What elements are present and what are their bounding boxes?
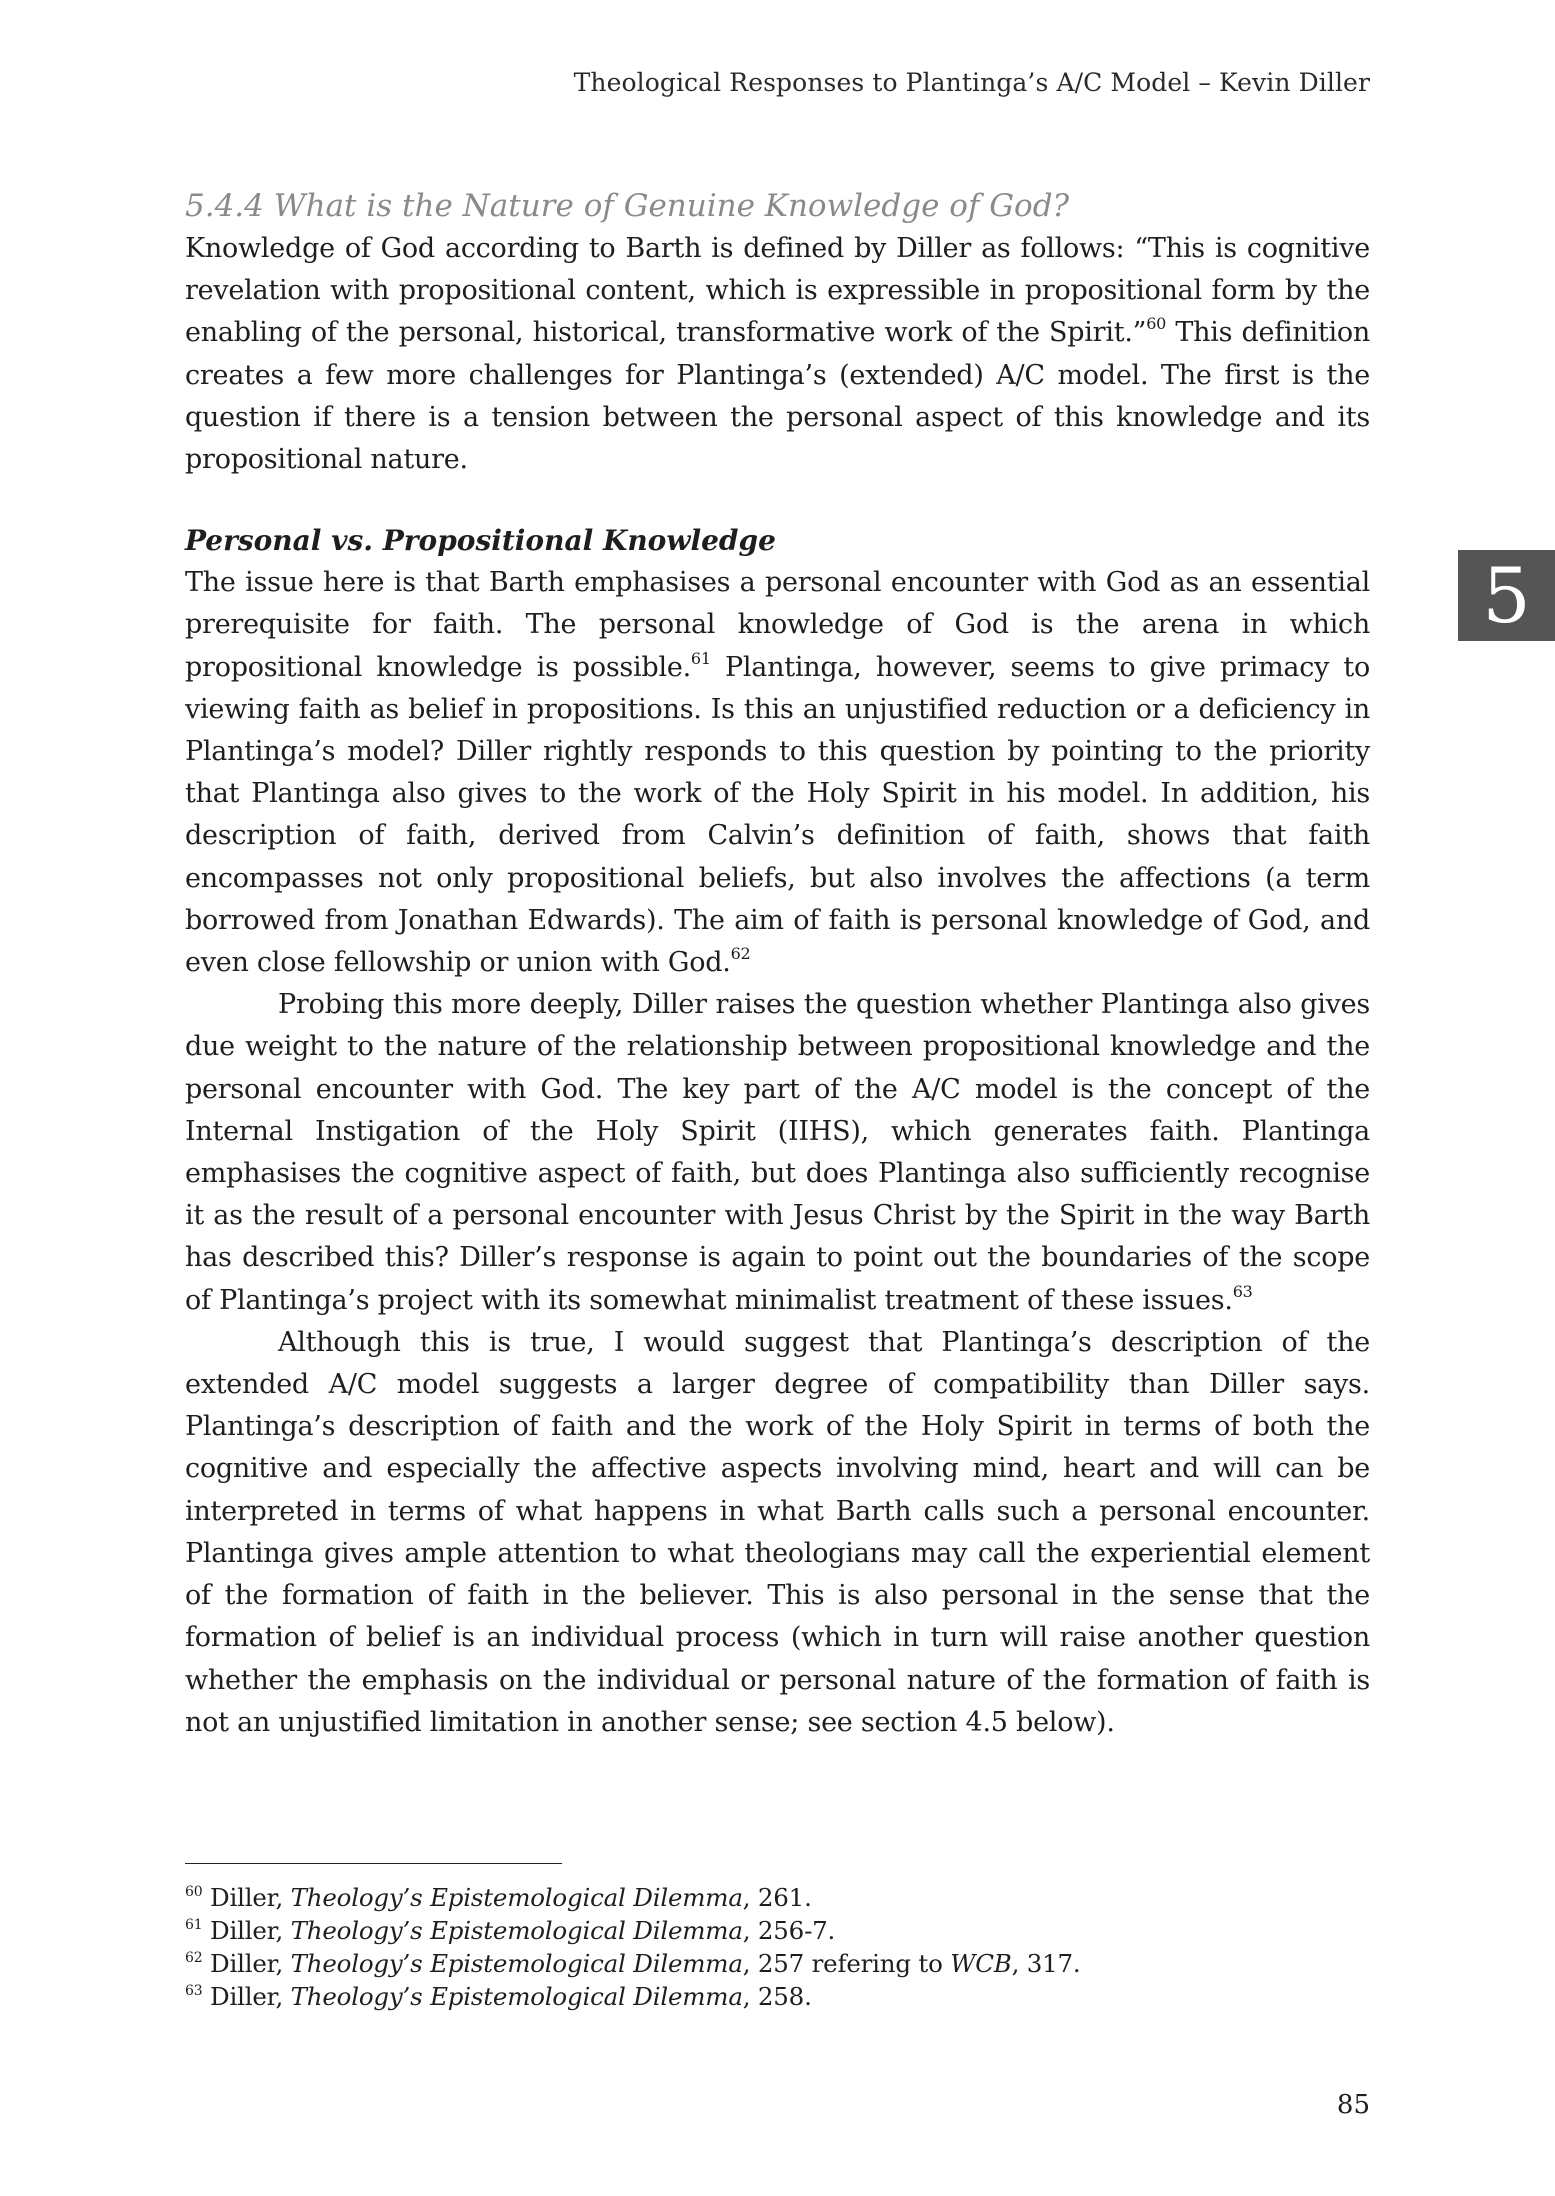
footnote-60 bbox=[185, 1881, 1285, 1914]
paragraph-1-text-a: Knowledge of God according to Barth is defined by Diller as follows: “This is cognitive revelation with propositional content, which is expressible in propositional form by the enabling of the personal, historical, transformative work of the Spirit.” bbox=[185, 233, 1370, 349]
footnote-ref-60: 60 bbox=[1146, 314, 1167, 334]
footnote-divider bbox=[185, 1863, 562, 1864]
footnote-number: 61 bbox=[185, 1917, 203, 1933]
footnote-title: Theology’s Epistemological Dilemma bbox=[290, 1916, 743, 1945]
footnote-author: Diller, bbox=[202, 1883, 291, 1912]
paragraph-3-text: Probing this more deeply, Diller raises the question whether Plantinga also gives due weight to the nature of the relationship between propositional knowledge and the personal encounter with God. The key part of the A/C model is the concept of the Internal Instigation of the Holy Spirit (IIHS), which generates faith. Plantinga emphasises the cognitive aspect of faith, but does Plantinga also sufficiently recognise it as the result of a personal encounter with Jesus Christ by the Spirit in the way Barth has described this? Diller’s response is again to point out the boundaries of the scope of Plantinga’s project with its somewhat minimalist treatment of these issues. bbox=[185, 989, 1370, 1316]
footnote-author: Diller, bbox=[202, 1916, 291, 1945]
footnote-author: Diller, bbox=[202, 1982, 291, 2011]
paragraph-3 bbox=[185, 984, 1370, 1322]
footnote-rest: , 257 refering to bbox=[742, 1949, 951, 1978]
footnote-rest: , 261. bbox=[742, 1883, 812, 1912]
footnote-ref-62: 62 bbox=[730, 944, 751, 964]
paragraph-4: Although this is true, I would suggest that Plantinga’s description of the extended A/C model suggests a larger degree of compatibility than Diller says. Plantinga’s description of faith and the work of the Holy Spirit in terms of both the cognitive and especially the affective aspects involving mind, heart and will can be interpreted in terms of what happens in what Barth calls such a personal encounter. Plantinga gives ample attention to what theologians may call the experiential element of the formation of faith in the believer. This is also personal in the sense that the formation of belief is an individual process (which in turn will raise another question whether the emphasis on the individual or personal nature of the formation of faith is not an unjustified limitation in another sense; see section 4.5 below). bbox=[185, 1326, 1370, 1738]
footnote-ref-63: 63 bbox=[1232, 1281, 1253, 1301]
footnote-author: Diller, bbox=[202, 1949, 291, 1978]
footnote-rest-2: , 317. bbox=[1011, 1949, 1081, 1978]
page-number: 85 bbox=[1336, 2090, 1370, 2120]
footnote-title: Theology’s Epistemological Dilemma bbox=[290, 1949, 743, 1978]
footnote-61 bbox=[185, 1914, 1285, 1947]
footnote-number: 63 bbox=[185, 1983, 203, 1999]
footnote-rest: , 256-7. bbox=[742, 1916, 836, 1945]
main-text bbox=[185, 184, 1370, 1744]
running-head: Theological Responses to Plantinga’s A/C Model – Kevin Diller bbox=[573, 68, 1370, 97]
footnote-number: 62 bbox=[185, 1950, 203, 1966]
footnote-ref-61: 61 bbox=[690, 648, 711, 668]
footnote-title: Theology’s Epistemological Dilemma bbox=[290, 1883, 743, 1912]
chapter-tab: 5 bbox=[1458, 550, 1555, 641]
footnote-title: Theology’s Epistemological Dilemma bbox=[290, 1982, 743, 2011]
paragraph-2 bbox=[185, 562, 1370, 984]
footnote-number: 60 bbox=[185, 1884, 203, 1900]
paragraph-1-text-b: This definition creates a few more challenges for Plantinga’s (extended) A/C model. The first is the question if there is a tension between the personal aspect of this knowledge and its propositional nature. bbox=[185, 317, 1370, 476]
paragraph-2-text-b: Plantinga, however, seems to give primacy to viewing faith as belief in propositions. Is this an unjustified reduction or a deficiency in Plantinga’s model? Diller rightly responds to this question by pointing to the priority that Plantinga also gives to the work of the Holy Spirit in his model. In addition, his description of faith, derived from Calvin’s definition of faith, shows that faith encompasses not only propositional beliefs, but also involves the affections (a term borrowed from Jonathan Edwards). The aim of faith is personal knowledge of God, and even close fellowship or union with God. bbox=[185, 651, 1370, 979]
footnotes bbox=[185, 1881, 1285, 2013]
section-heading: 5.4.4 What is the Nature of Genuine Knowledge of God? bbox=[185, 188, 1070, 224]
subheading: Personal vs. Propositional Knowledge bbox=[185, 524, 776, 558]
paragraph-2-text-a: The issue here is that Barth emphasises a personal encounter with God as an essential prerequisite for faith. The personal knowledge of God is the arena in which propositional knowledge is possible. bbox=[185, 567, 1370, 683]
footnote-rest: , 258. bbox=[742, 1982, 812, 2011]
footnote-title-2: WCB bbox=[950, 1949, 1012, 1978]
footnote-63 bbox=[185, 1980, 1285, 2013]
paragraph-1 bbox=[185, 228, 1370, 481]
footnote-62 bbox=[185, 1947, 1285, 1980]
